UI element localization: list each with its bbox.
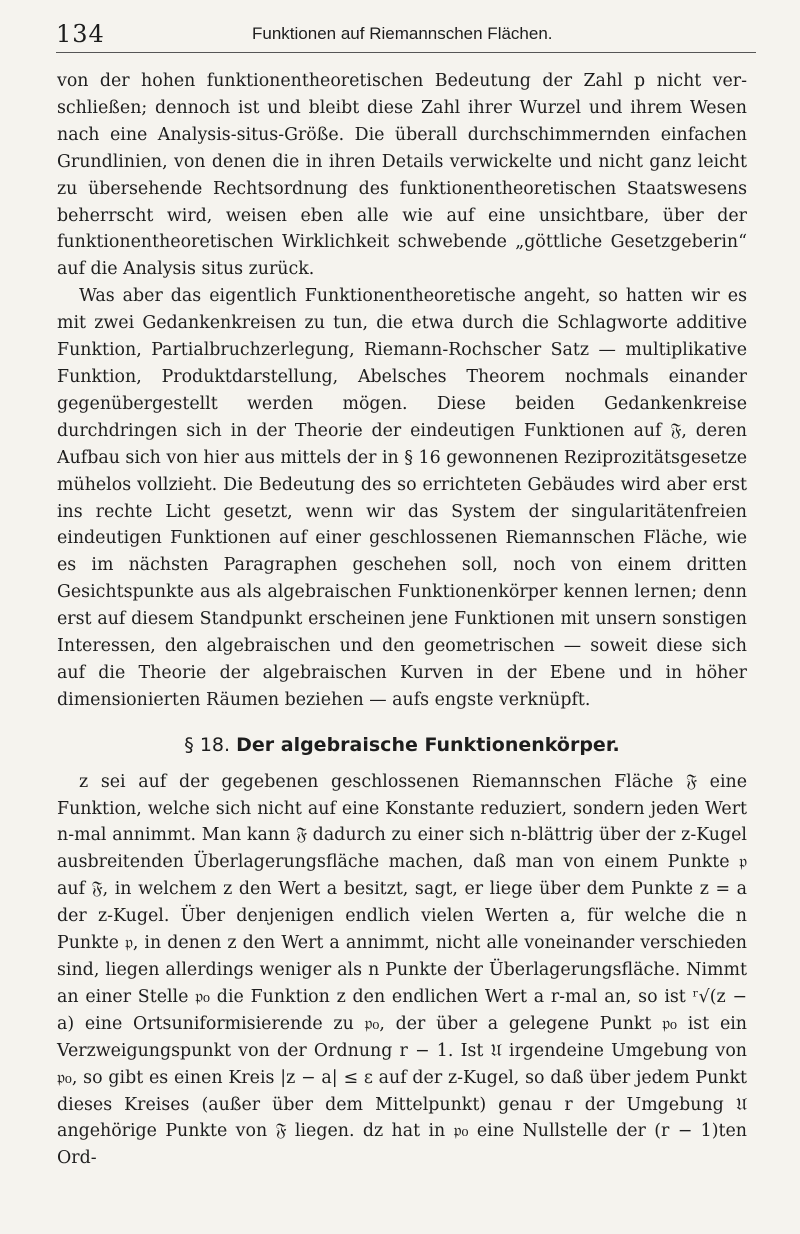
running-head: Funktionen auf Riemannschen Flächen. — [252, 24, 553, 43]
paragraph-1: von der hohen funktionentheoretischen Bedeutung der Zahl p nicht verschließen; dennoch ist und bleibt diese Zahl ihrer Wurzel und ihrem Wesen nach eine Analysis-situs-Größe. Die überall durchschimmernden einfachen Grundlinien, von denen die in ihren Details verwickelte und nicht ganz leicht zu übersehende Rechtsordnung des funktionentheoretischen Staatswesens beherrscht wird, weisen eben alle wie auf eine unsichtbare, über der funktionentheoretischen Wirklichkeit schwebende „göttliche Gesetzgeberin“ auf die Analysis situs zurück. — [57, 71, 747, 280]
section-heading — [57, 732, 747, 759]
paragraph-2: Was aber das eigentlich Funktionentheoretische angeht, so hatten wir es mit zwei Gedankenkreisen zu tun, die etwa durch die Schlagworte additive Funktion, Partialbruchzerlegung, Riemann-Rochscher Satz — multiplikative Funktion, Produktdarstellung, Abelsches Theorem nochmals einander gegenübergestellt werden mögen. Diese beiden Gedankenkreise durchdringen sich in der Theorie der eindeutigen Funktionen auf 𝔉, deren Aufbau sich von hier aus mittels der in § 16 gewonnenen Reziprozitätsgesetze mühelos vollzieht. Die Bedeutung des so errichteten Gebäudes wird aber erst ins rechte Licht gesetzt, wenn wir das System der singularitätenfreien eindeutigen Funktionen auf einer geschlossenen Riemannschen Fläche, wie es im nächsten Paragraphen geschehen soll, noch von einem dritten Gesichtspunkte aus als algebraischen Funktionenkörper kennen lernen; denn erst auf diesem Standpunkt erscheinen jene Funktionen mit unsern sonstigen Interessen, den algebraischen und den geometrischen — soweit diese sich auf die Theorie der algebraischen Kurven in der Ebene und in höher dimensionierten Räumen beziehen — aufs engste verknüpft. — [57, 286, 747, 710]
page-number: 134 — [56, 20, 105, 48]
body-text — [57, 68, 747, 1172]
section-title: Der algebraische Funktionenkörper. — [236, 733, 620, 756]
paragraph-3: z sei auf der gegebenen geschlossenen Riemannschen Fläche 𝔉 eine Funktion, welche sich nicht auf eine Konstante reduziert, sondern jeden Wert n-mal annimmt. Man kann 𝔉 dadurch zu einer sich n-blättrig über der z-Kugel ausbreitenden Überlagerungsfläche machen, daß man von einem Punkte 𝔭 auf 𝔉, in welchem z den Wert a besitzt, sagt, er liege über dem Punkte z = a der z-Kugel. Über denjenigen endlich vielen Werten a, für welche die n Punkte 𝔭, in denen z den Wert a annimmt, nicht alle voneinander verschieden sind, liegen allerdings weniger als n Punkte der Überlagerungsfläche. Nimmt an einer Stelle 𝔭₀ die Funktion z den endlichen Wert a r-mal an, so ist ʳ√(z − a) eine Ortsuniformisierende zu 𝔭₀, der über a gelegene Punkt 𝔭₀ ist ein Verzweigungspunkt von der Ordnung r − 1. Ist 𝔘 irgendeine Umgebung von 𝔭₀, so gibt es einen Kreis |z − a| ≤ ε auf der z-Kugel, so daß über jedem Punkt dieses Kreises (außer über dem Mittelpunkt) genau r der Umgebung 𝔘 angehörige Punkte von 𝔉 liegen. dz hat in 𝔭₀ eine Nullstelle der (r − 1)ten Ord- — [57, 771, 747, 1169]
section-number: § 18. — [184, 733, 231, 756]
page-header — [56, 18, 756, 53]
